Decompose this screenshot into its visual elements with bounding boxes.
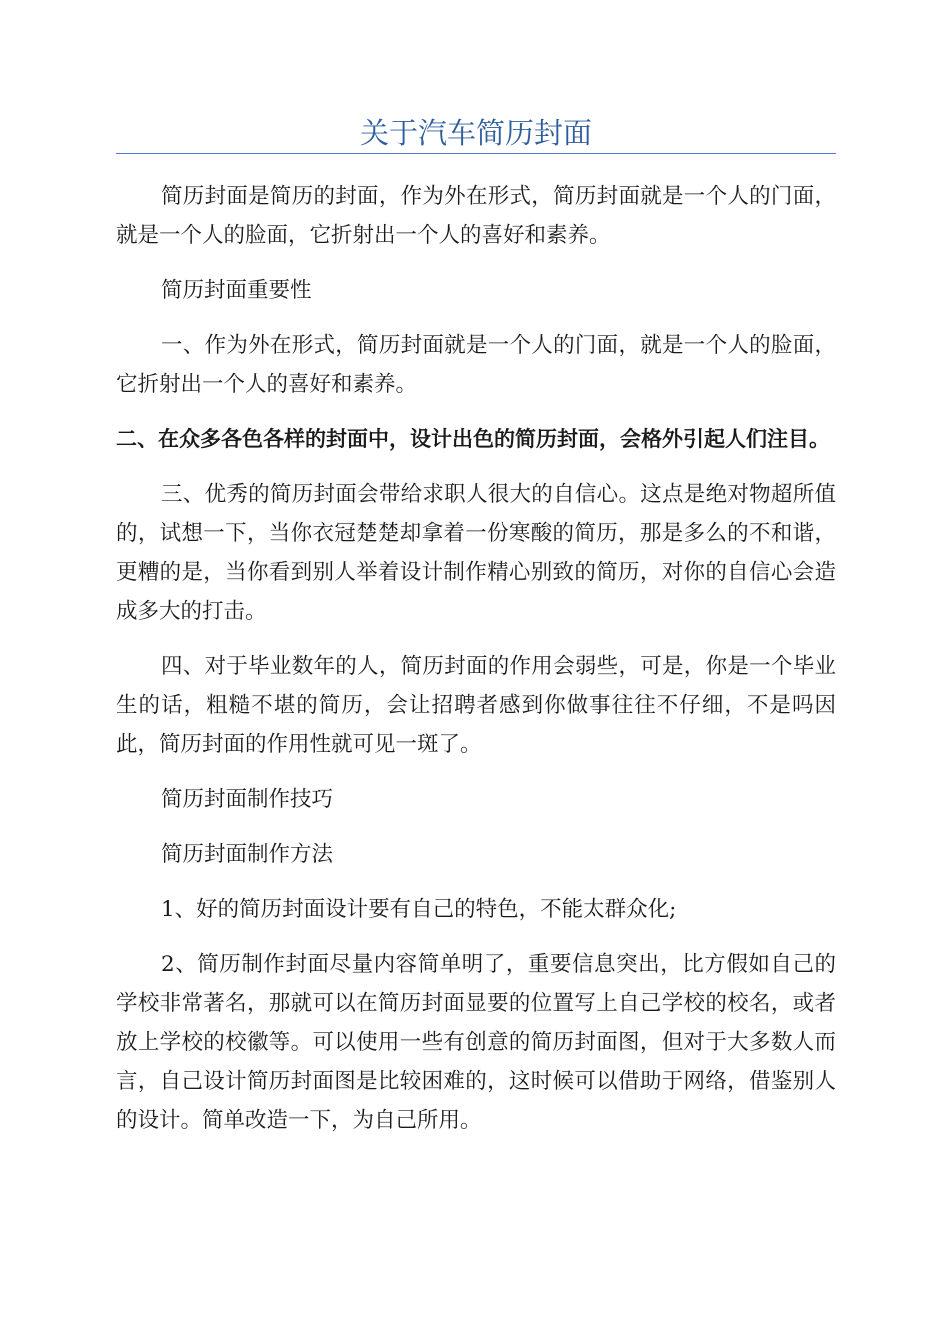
- method-item-2: 2、简历制作封面尽量内容简单明了，重要信息突出，比方假如自己的学校非常著名，那就可以在简历封面显要的位置写上自己学校的校名，或者放上学校的校徽等。可以使用一些有创意的简历封面图，但对于大多数人而言，自己设计简历封面图是比较困难的，这时候可以借助于网络，借鉴别人的设计。简单改造一下，为自己所用。: [116, 952, 836, 1133]
- paragraph-point-3: 三、优秀的简历封面会带给求职人很大的自信心。这点是绝对物超所值的，试想一下，当你衣冠楚楚却拿着一份寒酸的简历，那是多么的不和谐，更糟的是，当你看到别人举着设计制作精心别致的简历，对你的自信心会造成多大的打击。: [116, 482, 836, 624]
- heading-methods: 简历封面制作方法: [161, 842, 334, 867]
- document-title: 关于汽车简历封面: [359, 116, 592, 150]
- document-page: [116, 0, 836, 1140]
- method-item-1: 1、好的简历封面设计要有自己的特色，不能太群众化;: [161, 897, 677, 922]
- heading-tips: 简历封面制作技巧: [161, 787, 334, 812]
- paragraph-intro: 简历封面是简历的封面，作为外在形式，简历封面就是一个人的门面，就是一个人的脸面，它折射出一个人的喜好和素养。: [116, 184, 836, 248]
- paragraph-point-1: 一、作为外在形式，简历封面就是一个人的门面，就是一个人的脸面，它折射出一个人的喜好和素养。: [116, 333, 836, 397]
- title-underline: [116, 153, 836, 154]
- paragraph-point-2: 二、在众多各色各样的封面中，设计出色的简历封面，会格外引起人们注目。: [116, 427, 830, 451]
- heading-importance: 简历封面重要性: [161, 278, 312, 303]
- paragraph-point-4: 四、对于毕业数年的人，简历封面的作用会弱些，可是，你是一个毕业生的话，粗糙不堪的简历，会让招聘者感到你做事往往不仔细，不是吗因此，简历封面的作用性就可见一斑了。: [116, 654, 836, 757]
